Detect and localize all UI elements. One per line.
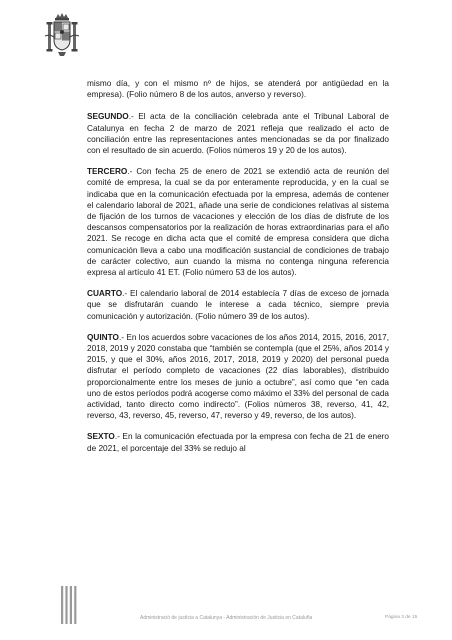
document-body xyxy=(87,78,389,464)
paragraph-segundo xyxy=(87,111,389,156)
page-number: Página 3 de 15 xyxy=(385,615,418,620)
paragraph-text: .- El acta de la conciliación celebrada ante el Tribunal Laboral de Catalunya en fecha 2 de marzo de 2021 refleja que realizado el acto de conciliación entre las representaciones antes mencionadas se da por finalizado con el resultado de sin acuerdo. (Folios números 19 y 20 de los autos). xyxy=(87,112,389,156)
catalan-bars-icon xyxy=(60,586,78,624)
coat-of-arms-icon xyxy=(44,12,80,60)
paragraph-heading: CUARTO xyxy=(87,289,123,299)
paragraph-continuation xyxy=(87,78,389,100)
paragraph-text: .- En la comunicación efectuada por la empresa con fecha de 21 de enero de 2021, el porcentaje del 33% se redujo al xyxy=(87,432,389,453)
paragraph-heading: SEXTO xyxy=(87,432,115,442)
paragraph-text: .- Con fecha 25 de enero de 2021 se extendió acta de reunión del comité de empresa, la cual se da por enteramente reproducida, y en la cual se indicaba que en la comunicación efectuada por la empresa, además de contener el calendario laboral de 2021, añade una serie de condiciones relativas al sistema de fijación de los turnos de vacaciones y elección de los días de disfrute de los descansos compensatorios por la realización de horas extraordinarias para el año 2021. Se recoge en dicha acta que el comité de empresa considera que dicha comunicación lleva a cabo una modificación sustancial de condiciones de trabajo de carácter colectivo, aun cuando la misma no contenga ninguna referencia expresa al artículo 41 ET. (Folio número 53 de los autos). xyxy=(87,167,389,278)
footer-source: Administració de justícia a Catalunya - Administración de Justicia en Cataluña xyxy=(140,615,313,621)
paragraph-heading: TERCERO xyxy=(87,167,128,177)
paragraph-cuarto xyxy=(87,288,389,322)
paragraph-quinto xyxy=(87,332,389,422)
paragraph-text: .- El calendario laboral de 2014 establecía 7 días de exceso de jornada que se disfrutarán cuando le interese a cada técnico, siempre previa comunicación y autorización. (Folio número 39 de los autos). xyxy=(87,289,389,321)
paragraph-heading: SEGUNDO xyxy=(87,112,129,122)
paragraph-heading: QUINTO xyxy=(87,332,119,342)
paragraph-tercero xyxy=(87,166,389,278)
paragraph-text: .- En los acuerdos sobre vacaciones de los años 2014, 2015, 2016, 2017, 2018, 2019 y 2020 constaba que “también se contempla (que el 25%, años 2014 y 2015, y que el 30%, años 2016, 2017, 2018, 2019 y 2020) del personal pueda disfrutar el período completo de vacaciones (22 días laborables), distribuido proporcionalmente entre los meses de junio a octubre”, así como que “en cada uno de estos períodos podrá acogerse como máximo el 33% del personal de cada actividad, tanto directo como indirecto”. (Folios números 38, reverso, 41, 42, reverso, 43, reverso, 45, reverso, 47, reverso y 49, reverso, de los autos). xyxy=(87,332,389,421)
paragraph-sexto xyxy=(87,431,389,453)
paragraph-text: mismo día, y con el mismo nº de hijos, se atenderá por antigüedad en la empresa). (Folio número 8 de los autos, anverso y reverso). xyxy=(87,79,389,100)
